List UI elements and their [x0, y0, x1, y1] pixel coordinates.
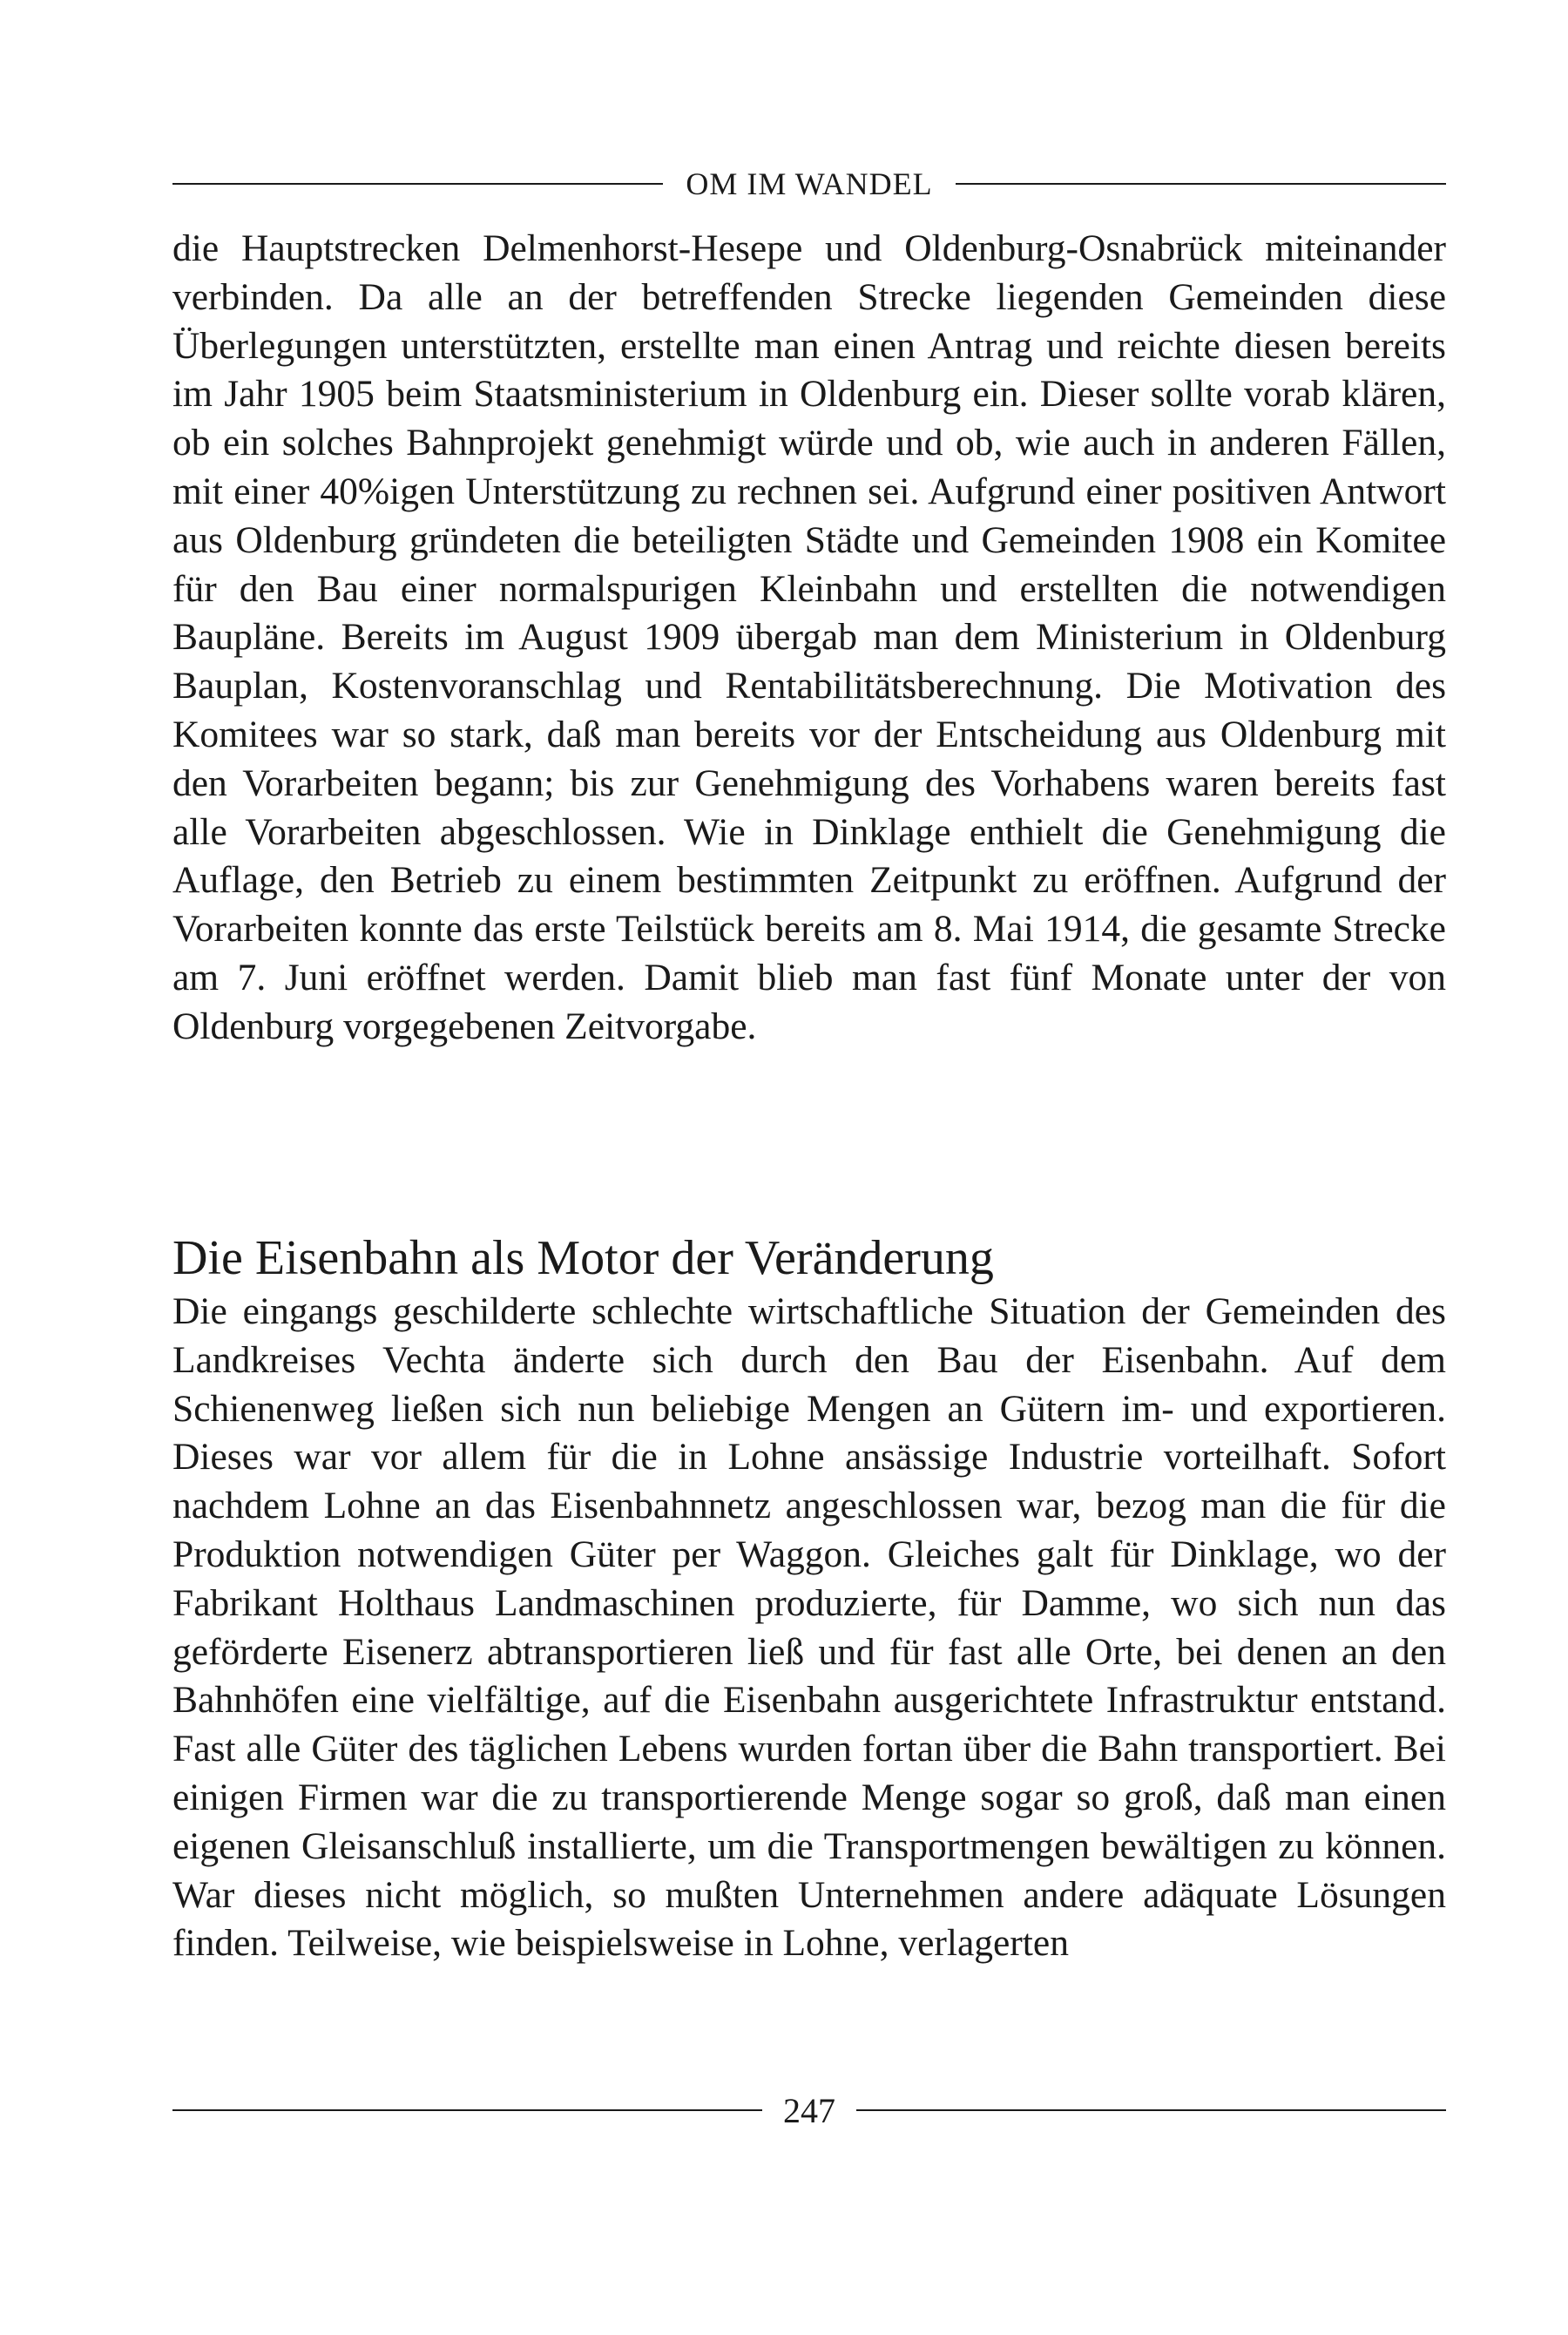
header-rule-right — [956, 183, 1446, 185]
body-paragraph-2: Die eingangs geschilderte schlechte wirtschaftliche Situation der Gemeinden des Landkreises Vechta änderte sich durch den Bau der Eisenbahn. Auf dem Schienenweg ließen sich nun beliebige Mengen an Gütern im- und exportieren. Dieses war vor allem für die in Lohne ansässige Industrie vorteilhaft. Sofort nachdem Lohne an das Eisenbahnnetz angeschlossen war, bezog man die für die Produktion notwendigen Güter per Waggon. Gleiches galt für Dinklage, wo der Fabrikant Holthaus Landmaschinen produzierte, für Damme, wo sich nun das geförderte Eisenerz abtransportieren ließ und für fast alle Orte, bei denen an den Bahnhöfen eine vielfältige, auf die Eisenbahn ausgerichtete Infrastruktur entstand. Fast alle Güter des täglichen Lebens wurden fortan über die Bahn transportiert. Bei einigen Firmen war die zu transportierende Menge sogar so groß, daß man einen eigenen Gleisanschluß installierte, um die Transportmengen bewältigen zu können. War dieses nicht möglich, so mußten Unternehmen andere adäquate Lösungen finden. Teilweise, wie beispielsweise in Lohne, verlagerten — [172, 1290, 1446, 1965]
footer-rule-left — [172, 2109, 762, 2111]
section-heading: Die Eisenbahn als Motor der Veränderung — [172, 1231, 994, 1285]
body-paragraph-1: die Hauptstrecken Delmenhorst-Hesepe und Oldenburg-Osnabrück miteinander verbinden. Da alle an der betreffenden Strecke liegenden Gemeinden diese Überlegungen unterstützten, erstellte man einen Antrag und reichte diesen bereits im Jahr 1905 beim Staatsministerium in Oldenburg ein. Dieser sollte vorab klären, ob ein solches Bahnprojekt genehmigt würde und ob, wie auch in anderen Fällen, mit einer 40%igen Unterstützung zu rechnen sei. Aufgrund einer positiven Antwort aus Oldenburg gründeten die beteiligten Städte und Gemeinden 1908 ein Komitee für den Bau einer normalspurigen Kleinbahn und erstellten die notwendigen Baupläne. Bereits im August 1909 übergab man dem Ministerium in Oldenburg Bauplan, Kostenvoranschlag und Rentabilitätsberechnung. Die Motivation des Komitees war so stark, daß man bereits vor der Entscheidung aus Oldenburg mit den Vorarbeiten begann; bis zur Genehmigung des Vorhabens waren bereits fast alle Vorarbeiten abgeschlossen. Wie in Dinklage enthielt die Genehmigung die Auflage, den Betrieb zu einem bestimmten Zeitpunkt zu eröffnen. Aufgrund der Vorarbeiten konnte das erste Teilstück bereits am 8. Mai 1914, die gesamte Strecke am 7. Juni eröffnet werden. Damit blieb man fast fünf Monate unter der von Oldenburg vorgegebenen Zeitvorgabe. — [172, 227, 1446, 1047]
running-title: OM IM WANDEL — [686, 166, 933, 201]
footer-rule-right — [856, 2109, 1446, 2111]
page-number: 247 — [783, 2090, 835, 2130]
header-rule-left — [172, 183, 663, 185]
page-footer — [172, 2084, 1446, 2136]
running-header — [172, 162, 1446, 206]
